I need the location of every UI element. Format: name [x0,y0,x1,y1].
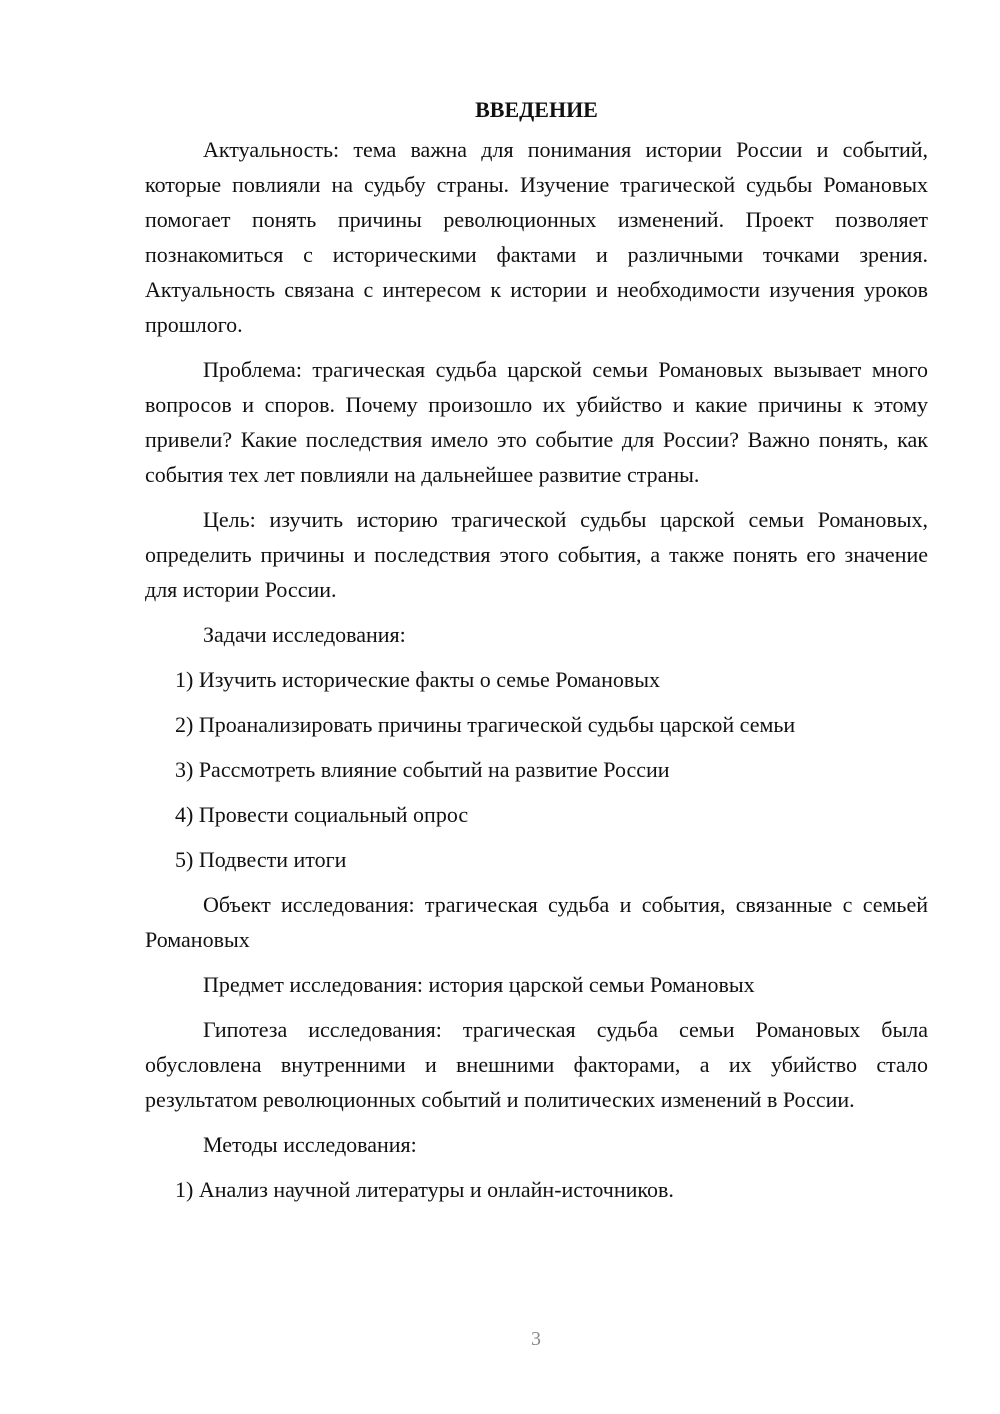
relevance-paragraph: Актуальность: тема важна для понимания истории России и событий, которые повлияли на судьбу страны. Изучение трагической судьбы Романовых помогает понять причины революционных изменений. Проект позволяет познакомиться с историческими фактами и различными точками зрения. Актуальность связана с интересом к истории и необходимости изучения уроков прошлого. [145,137,928,337]
problem-paragraph: Проблема: трагическая судьба царской семьи Романовых вызывает много вопросов и споров. Почему произошло их убийство и какие причины к этому привели? Какие последствия имело это событие для России? Важно понять, как события тех лет повлияли на дальнейшее развитие страны. [145,357,928,487]
task-item: 1) Изучить исторические факты о семье Романовых [175,667,661,692]
task-item: 4) Провести социальный опрос [175,802,469,827]
task-item: 2) Проанализировать причины трагической судьбы царской семьи [175,712,796,737]
subject-paragraph: Предмет исследования: история царской семьи Романовых [203,972,755,997]
goal-paragraph: Цель: изучить историю трагической судьбы царской семьи Романовых, определить причины и последствия этого события, а также понять его значение для истории России. [145,507,928,602]
method-item: 1) Анализ научной литературы и онлайн-источников. [175,1177,674,1202]
task-item: 3) Рассмотреть влияние событий на развитие России [175,757,670,782]
tasks-list [145,662,928,877]
page-number: 3 [531,1328,541,1350]
page-content [145,92,928,1217]
methods-heading: Методы исследования: [203,1132,417,1157]
page-title: ВВЕДЕНИЕ [475,97,598,122]
object-paragraph: Объект исследования: трагическая судьба и события, связанные с семьей Романовых [145,892,928,952]
methods-list [145,1172,928,1207]
hypothesis-paragraph: Гипотеза исследования: трагическая судьба семьи Романовых была обусловлена внутренними и внешними факторами, а их убийство стало результатом революционных событий и политических изменений в России. [145,1017,928,1112]
tasks-heading: Задачи исследования: [203,622,406,647]
task-item: 5) Подвести итоги [175,847,347,872]
